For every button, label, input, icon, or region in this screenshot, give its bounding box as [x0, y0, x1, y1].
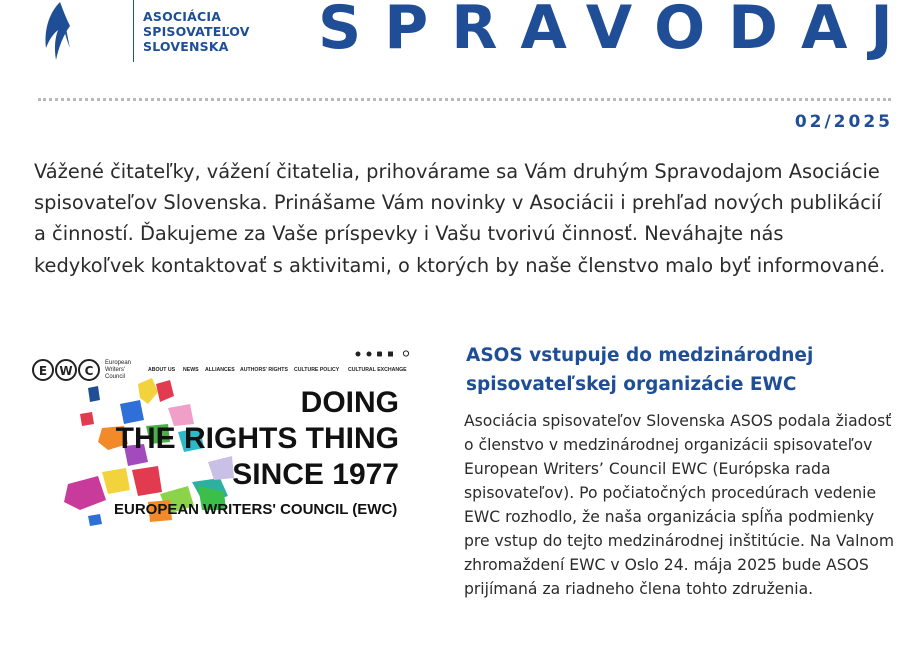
article-title: ASOS vstupuje do medzinárodnej spisovateľskej organizácie EWC: [466, 345, 814, 395]
intro-paragraph: Vážené čitateľky, vážení čitatelia, prihovárame sa Vám druhým Spravodajom Asociácie spisovateľov Slovenska. Prinášame Vám novinky v Asociácii i prehľad nových publikácií a činností. Ďakujeme za Vaše príspevky i Vašu tvorivú činnosť. Neváhajte nás kedykoľvek kontaktovať s aktivitami, o ktorých by naše členstvo malo byť informované.: [34, 160, 886, 277]
ewc-headline-line: THE RIGHTS THING: [115, 422, 399, 455]
logo-line: SLOVENSKA: [143, 39, 229, 54]
ewc-headline-line: DOING: [300, 386, 399, 419]
ewc-nav-item: AUTHORS' RIGHTS: [240, 367, 288, 373]
ewc-nav-item: NEWS: [183, 367, 199, 373]
ewc-nav-item: CULTURE POLICY: [294, 367, 340, 373]
ewc-logo-letter: W: [59, 364, 73, 378]
ewc-logo-letter: E: [38, 364, 48, 378]
dotted-divider: [38, 98, 891, 101]
masthead-title: SPRAVODAJ: [318, 0, 916, 63]
article-body: Asociácia spisovateľov Slovenska ASOS podala žiadosť o členstvo v medzinárodnej organizácii spisovateľov European Writers’ Council EWC (Európska rada spisovateľov). Po počiatočných procedúrach vedenie EWC rozhodlo, že naša organizácia spĺňa podmienky pre vstup do tejto medzinárodnej inštitúcie. Na Valnom zhromaždení EWC v Oslo 24. mája 2025 bude ASOS prijímaná za riadneho člena tohto združenia.: [464, 412, 895, 598]
ewc-subline: EUROPEAN WRITERS' COUNCIL (EWC): [114, 501, 398, 518]
ewc-caption-line: Council: [105, 374, 126, 380]
ewc-logo-letter: C: [84, 364, 94, 378]
ewc-nav-item: ABOUT US: [148, 367, 176, 373]
ewc-caption-line: European: [105, 360, 132, 366]
logo-text: [143, 9, 250, 54]
ewc-article-image[interactable]: [28, 344, 420, 540]
ewc-nav-item: ALLIANCES: [205, 367, 235, 373]
ewc-caption-line: Writers': [105, 367, 126, 373]
asos-logo[interactable]: [40, 0, 250, 64]
issue-number: 02/2025: [794, 112, 893, 132]
quill-logo-icon: [40, 0, 80, 64]
ewc-nav-item: CULTURAL EXCHANGE: [348, 367, 407, 373]
logo-line: SPISOVATEĽOV: [143, 24, 250, 39]
logo-divider: [133, 0, 134, 62]
ewc-headline-line: SINCE 1977: [232, 458, 399, 491]
logo-line: ASOCIÁCIA: [143, 9, 222, 24]
